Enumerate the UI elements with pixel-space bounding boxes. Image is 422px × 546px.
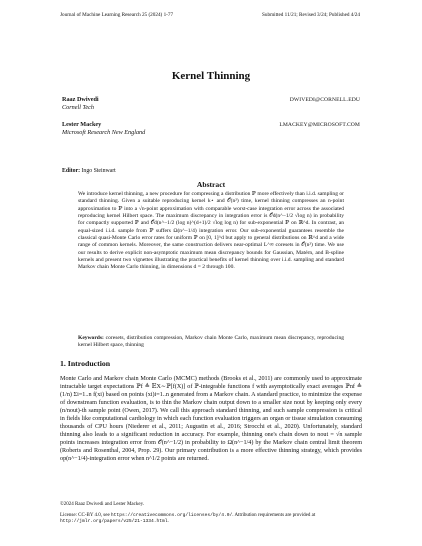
attribution-link[interactable]: http://jmlr.org/papers/v25/21-1334.html	[60, 519, 168, 525]
author-email: DWIVEDI@CORNELL.EDU	[289, 97, 360, 103]
license-notice: License: CC-BY 4.0, see https://creativecommons.org/licenses/by/4.0/. Attribution requirements are provided at http://jmlr.org/papers/v25/21-1334.html.	[60, 513, 316, 525]
author-name: Raaz Dwivedi	[62, 96, 99, 103]
author-email: LMACKEY@MICROSOFT.COM	[279, 122, 360, 128]
license-link[interactable]: https://creativecommons.org/licenses/by/4.0/	[110, 513, 233, 518]
license-mid: . Attribution requirements are provided at	[232, 513, 316, 518]
keywords-label: Keywords:	[78, 335, 104, 341]
abstract-text: We introduce kernel thinning, a new procedure for compressing a distribution ℙ more effectively than i.i.d. sampling or standard thinning. Given a suitable reproducing kernel k⋆ and 𝒪(n²) time, kernel thinning compresses an n-point approximation to ℙ into a √n-point approximation with comparable worst-case integration error across the associated reproducing kernel Hilbert space. The maximum discrepancy in integration error is 𝒪d(n^−1/2 √log n) in probability for compactly supported ℙ and 𝒪d(n^−1/2 (log n)^(d+1)/2 √log log n) for sub-exponential ℙ on ℝ^d. In contrast, an equal-sized i.i.d. sample from ℙ suffers Ω(n^−1/4) integration error. Our sub-exponential guarantees resemble the classical quasi-Monte Carlo error rates for uniform ℙ on [0, 1]^d but apply to general distributions on ℝ^d and a wide range of common kernels. Moreover, the same construction delivers near-optimal L^∞ coresets in 𝒪(n²) time. We use our results to derive explicit non-asymptotic maximum mean discrepancy bounds for Gaussian, Matérn, and B-spline kernels and present two vignettes illustrating the practical benefits of kernel thinning over i.i.d. sampling and standard Markov chain Monte Carlo thinning, in dimensions d = 2 through 100.	[78, 191, 344, 271]
submission-dates: Submitted 11/21; Revised 3/24; Published 4/24	[262, 12, 360, 18]
license-prefix: License: CC-BY 4.0, see	[60, 513, 110, 518]
copyright-notice: ©2024 Raaz Dwivedi and Lester Mackey.	[60, 502, 145, 507]
author-name: Lester Mackey	[62, 121, 102, 128]
author-block	[62, 96, 99, 112]
abstract-heading: Abstract	[196, 180, 226, 189]
paper-title: Kernel Thinning	[171, 70, 251, 82]
author-affiliation: Cornell Tech	[62, 104, 94, 111]
editor-label: Editor:	[62, 168, 81, 174]
editor-name: Ingo Steinwart	[81, 168, 116, 174]
section-heading: 1. Introduction	[60, 359, 111, 368]
journal-header: Journal of Machine Learning Research 25 (2024) 1-77	[60, 12, 174, 18]
author-affiliation: Microsoft Research New England	[62, 129, 146, 136]
editor-line	[62, 168, 116, 174]
keywords-text: coresets, distribution compression, Markov chain Monte Carlo, maximum mean discrepancy, reproducing kernel Hilbert space, thinning	[78, 335, 345, 349]
author-block	[62, 121, 145, 137]
keywords-line	[78, 335, 344, 350]
introduction-paragraph: Monte Carlo and Markov chain Monte Carlo (MCMC) methods (Brooks et al., 2011) are commonly used to approximate intractable target expectations ℙf ≜ 𝔼X∼ℙ[f(X)] of ℙ-integrable functions f with asymptotically exact averages ℙnf ≜ (1/n) Σi=1..n f(xi) based on points (xi)i=1..n generated from a Markov chain. A standard practice, to minimize the expense of downstream function evaluation, is to thin the Markov chain output down to a smaller size nout by keeping only every (n/nout)-th sample point (Owen, 2017). We call this approach standard thinning, and such sample compression is critical in fields like computational cardiology in which each function evaluation triggers an organ or tissue simulation consuming thousands of CPU hours (Niederer et al., 2011; Augustin et al., 2016; Strocchi et al., 2020). Unfortunately, standard thinning also leads to a significant reduction in accuracy. For example, thinning one's chain down to nout = √n sample points increases integration error from 𝒪(n^−1/2) in probability to Ω(n^−1/4) by the Markov chain central limit theorem (Roberts and Rosenthal, 2004, Prop. 29). Our primary contribution is a more effective thinning strategy, which provides op(n^−1/4)-integration error when n^1/2 points are returned.	[60, 376, 362, 462]
